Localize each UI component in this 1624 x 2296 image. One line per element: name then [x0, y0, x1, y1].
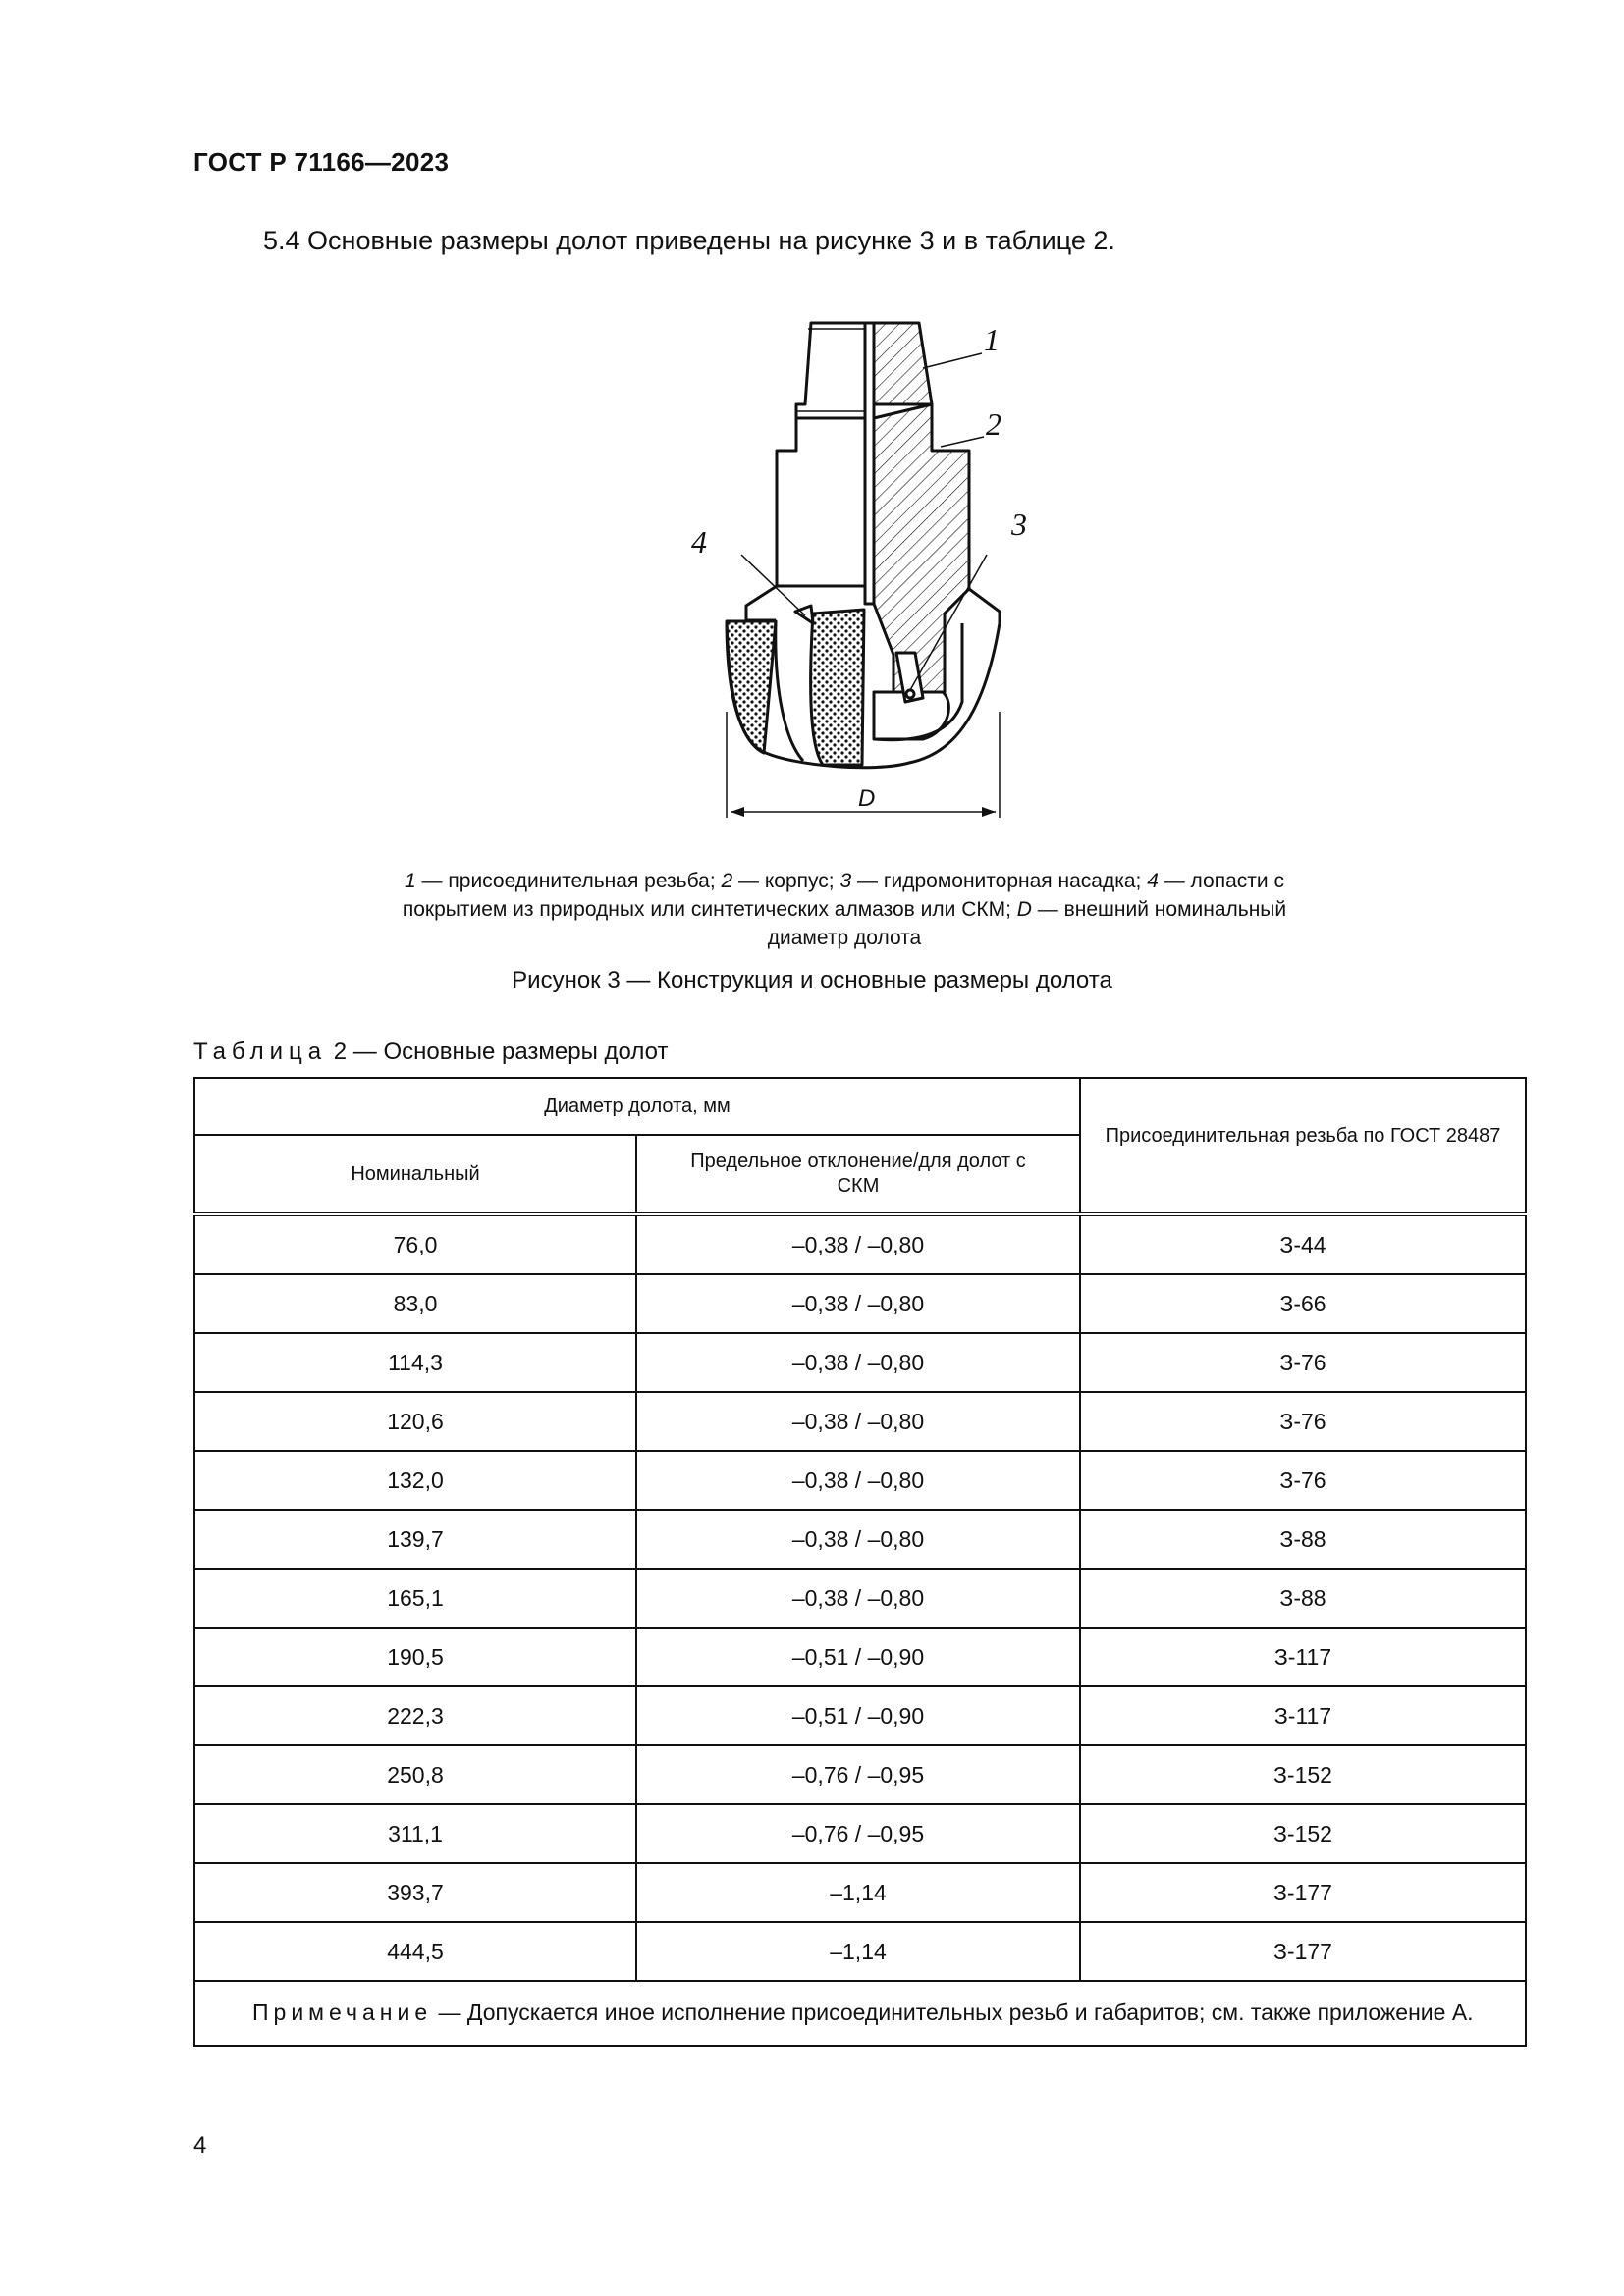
cell-deviation: –0,38 / –0,80 [636, 1214, 1080, 1274]
table-row [194, 1745, 1526, 1804]
cell-nominal: 311,1 [194, 1804, 636, 1863]
cell-nominal: 444,5 [194, 1922, 636, 1981]
cell-thread: З-76 [1080, 1451, 1526, 1510]
document-header: ГОСТ Р 71166—2023 [193, 147, 450, 177]
table-note [194, 1981, 1526, 2046]
figure-legend [363, 867, 1326, 952]
cell-thread: З-117 [1080, 1686, 1526, 1745]
table-title-text: 2 — Основные размеры долот [327, 1039, 669, 1065]
legend-text: — корпус; [732, 870, 840, 892]
legend-key: D [1016, 898, 1032, 921]
dimension-label: D [858, 785, 876, 812]
cell-nominal: 114,3 [194, 1333, 636, 1392]
cell-thread: З-177 [1080, 1863, 1526, 1922]
legend-key: 2 [721, 870, 733, 892]
blade-left [727, 621, 776, 753]
cell-deviation: –0,51 / –0,90 [636, 1686, 1080, 1745]
drill-bit-figure [687, 299, 1080, 849]
bore [865, 323, 874, 604]
cell-nominal: 76,0 [194, 1214, 636, 1274]
cell-thread: З-177 [1080, 1922, 1526, 1981]
table-row [194, 1333, 1526, 1392]
note-prefix: Примечание [252, 2000, 433, 2025]
dimensions-table [193, 1077, 1527, 2047]
cell-thread: З-76 [1080, 1333, 1526, 1392]
cell-deviation: –0,38 / –0,80 [636, 1510, 1080, 1569]
table-row [194, 1628, 1526, 1686]
callout-1: 1 [984, 322, 1000, 357]
cell-thread: З-152 [1080, 1804, 1526, 1863]
callout-2: 2 [986, 406, 1001, 442]
table-row [194, 1451, 1526, 1510]
cell-thread: З-44 [1080, 1214, 1526, 1274]
cell-deviation: –0,38 / –0,80 [636, 1333, 1080, 1392]
table-row [194, 1863, 1526, 1922]
cell-nominal: 222,3 [194, 1686, 636, 1745]
thread-pin-left [796, 323, 874, 418]
body-hatched [874, 404, 969, 692]
cell-thread: З-152 [1080, 1745, 1526, 1804]
cell-deviation: –0,51 / –0,90 [636, 1628, 1080, 1686]
legend-text: — внешний номинальный диаметр долота [767, 898, 1287, 949]
thread-pin-right [874, 323, 932, 404]
cell-nominal: 120,6 [194, 1392, 636, 1451]
cell-deviation: –1,14 [636, 1922, 1080, 1981]
cell-nominal: 165,1 [194, 1569, 636, 1628]
body-left [777, 418, 868, 586]
cell-nominal: 250,8 [194, 1745, 636, 1804]
table-row [194, 1804, 1526, 1863]
note-text: — Допускается иное исполнение присоединительных резьб и габаритов; см. также приложение А. [432, 2000, 1474, 2025]
legend-key: 3 [839, 870, 852, 892]
cell-thread: З-66 [1080, 1274, 1526, 1333]
table-row [194, 1214, 1526, 1274]
header-deviation: Предельное отклонение/для долот с СКМ [636, 1135, 1080, 1214]
figure-caption: Рисунок 3 — Конструкция и основные размеры долота [512, 967, 1112, 993]
callout-3: 3 [1011, 507, 1027, 542]
page-number: 4 [193, 2132, 207, 2159]
legend-key: 1 [405, 870, 416, 892]
table-row [194, 1392, 1526, 1451]
cell-deviation: –0,38 / –0,80 [636, 1274, 1080, 1333]
cell-thread: З-88 [1080, 1510, 1526, 1569]
legend-text: — присоединительная резьба; [415, 870, 722, 892]
legend-text: — лопасти с покрытием из природных или синтетических алмазов или СКМ; [402, 870, 1284, 921]
cell-thread: З-117 [1080, 1628, 1526, 1686]
cell-nominal: 190,5 [194, 1628, 636, 1686]
header-nominal: Номинальный [194, 1135, 636, 1214]
cell-nominal: 83,0 [194, 1274, 636, 1333]
cell-nominal: 393,7 [194, 1863, 636, 1922]
intro-paragraph: 5.4 Основные размеры долот приведены на рисунке 3 и в таблице 2. [263, 226, 1115, 255]
callout-4: 4 [691, 524, 707, 560]
table-title [193, 1039, 668, 1066]
header-diameter-group: Диаметр долота, мм [194, 1078, 1080, 1135]
header-thread: Присоединительная резьба по ГОСТ 28487 [1080, 1078, 1526, 1214]
cell-deviation: –0,38 / –0,80 [636, 1392, 1080, 1451]
table-row [194, 1274, 1526, 1333]
cell-nominal: 139,7 [194, 1510, 636, 1569]
table-row [194, 1510, 1526, 1569]
blade-center [811, 610, 864, 765]
cell-deviation: –0,38 / –0,80 [636, 1569, 1080, 1628]
table-title-prefix: Таблица [193, 1039, 328, 1065]
cell-deviation: –0,76 / –0,95 [636, 1745, 1080, 1804]
table-row [194, 1569, 1526, 1628]
cell-thread: З-88 [1080, 1569, 1526, 1628]
table-row [194, 1686, 1526, 1745]
legend-key: 4 [1147, 870, 1159, 892]
cell-nominal: 132,0 [194, 1451, 636, 1510]
cell-deviation: –1,14 [636, 1863, 1080, 1922]
legend-text: — гидромониторная насадка; [851, 870, 1148, 892]
cell-thread: З-76 [1080, 1392, 1526, 1451]
table-row [194, 1922, 1526, 1981]
cell-deviation: –0,38 / –0,80 [636, 1451, 1080, 1510]
cell-deviation: –0,76 / –0,95 [636, 1804, 1080, 1863]
